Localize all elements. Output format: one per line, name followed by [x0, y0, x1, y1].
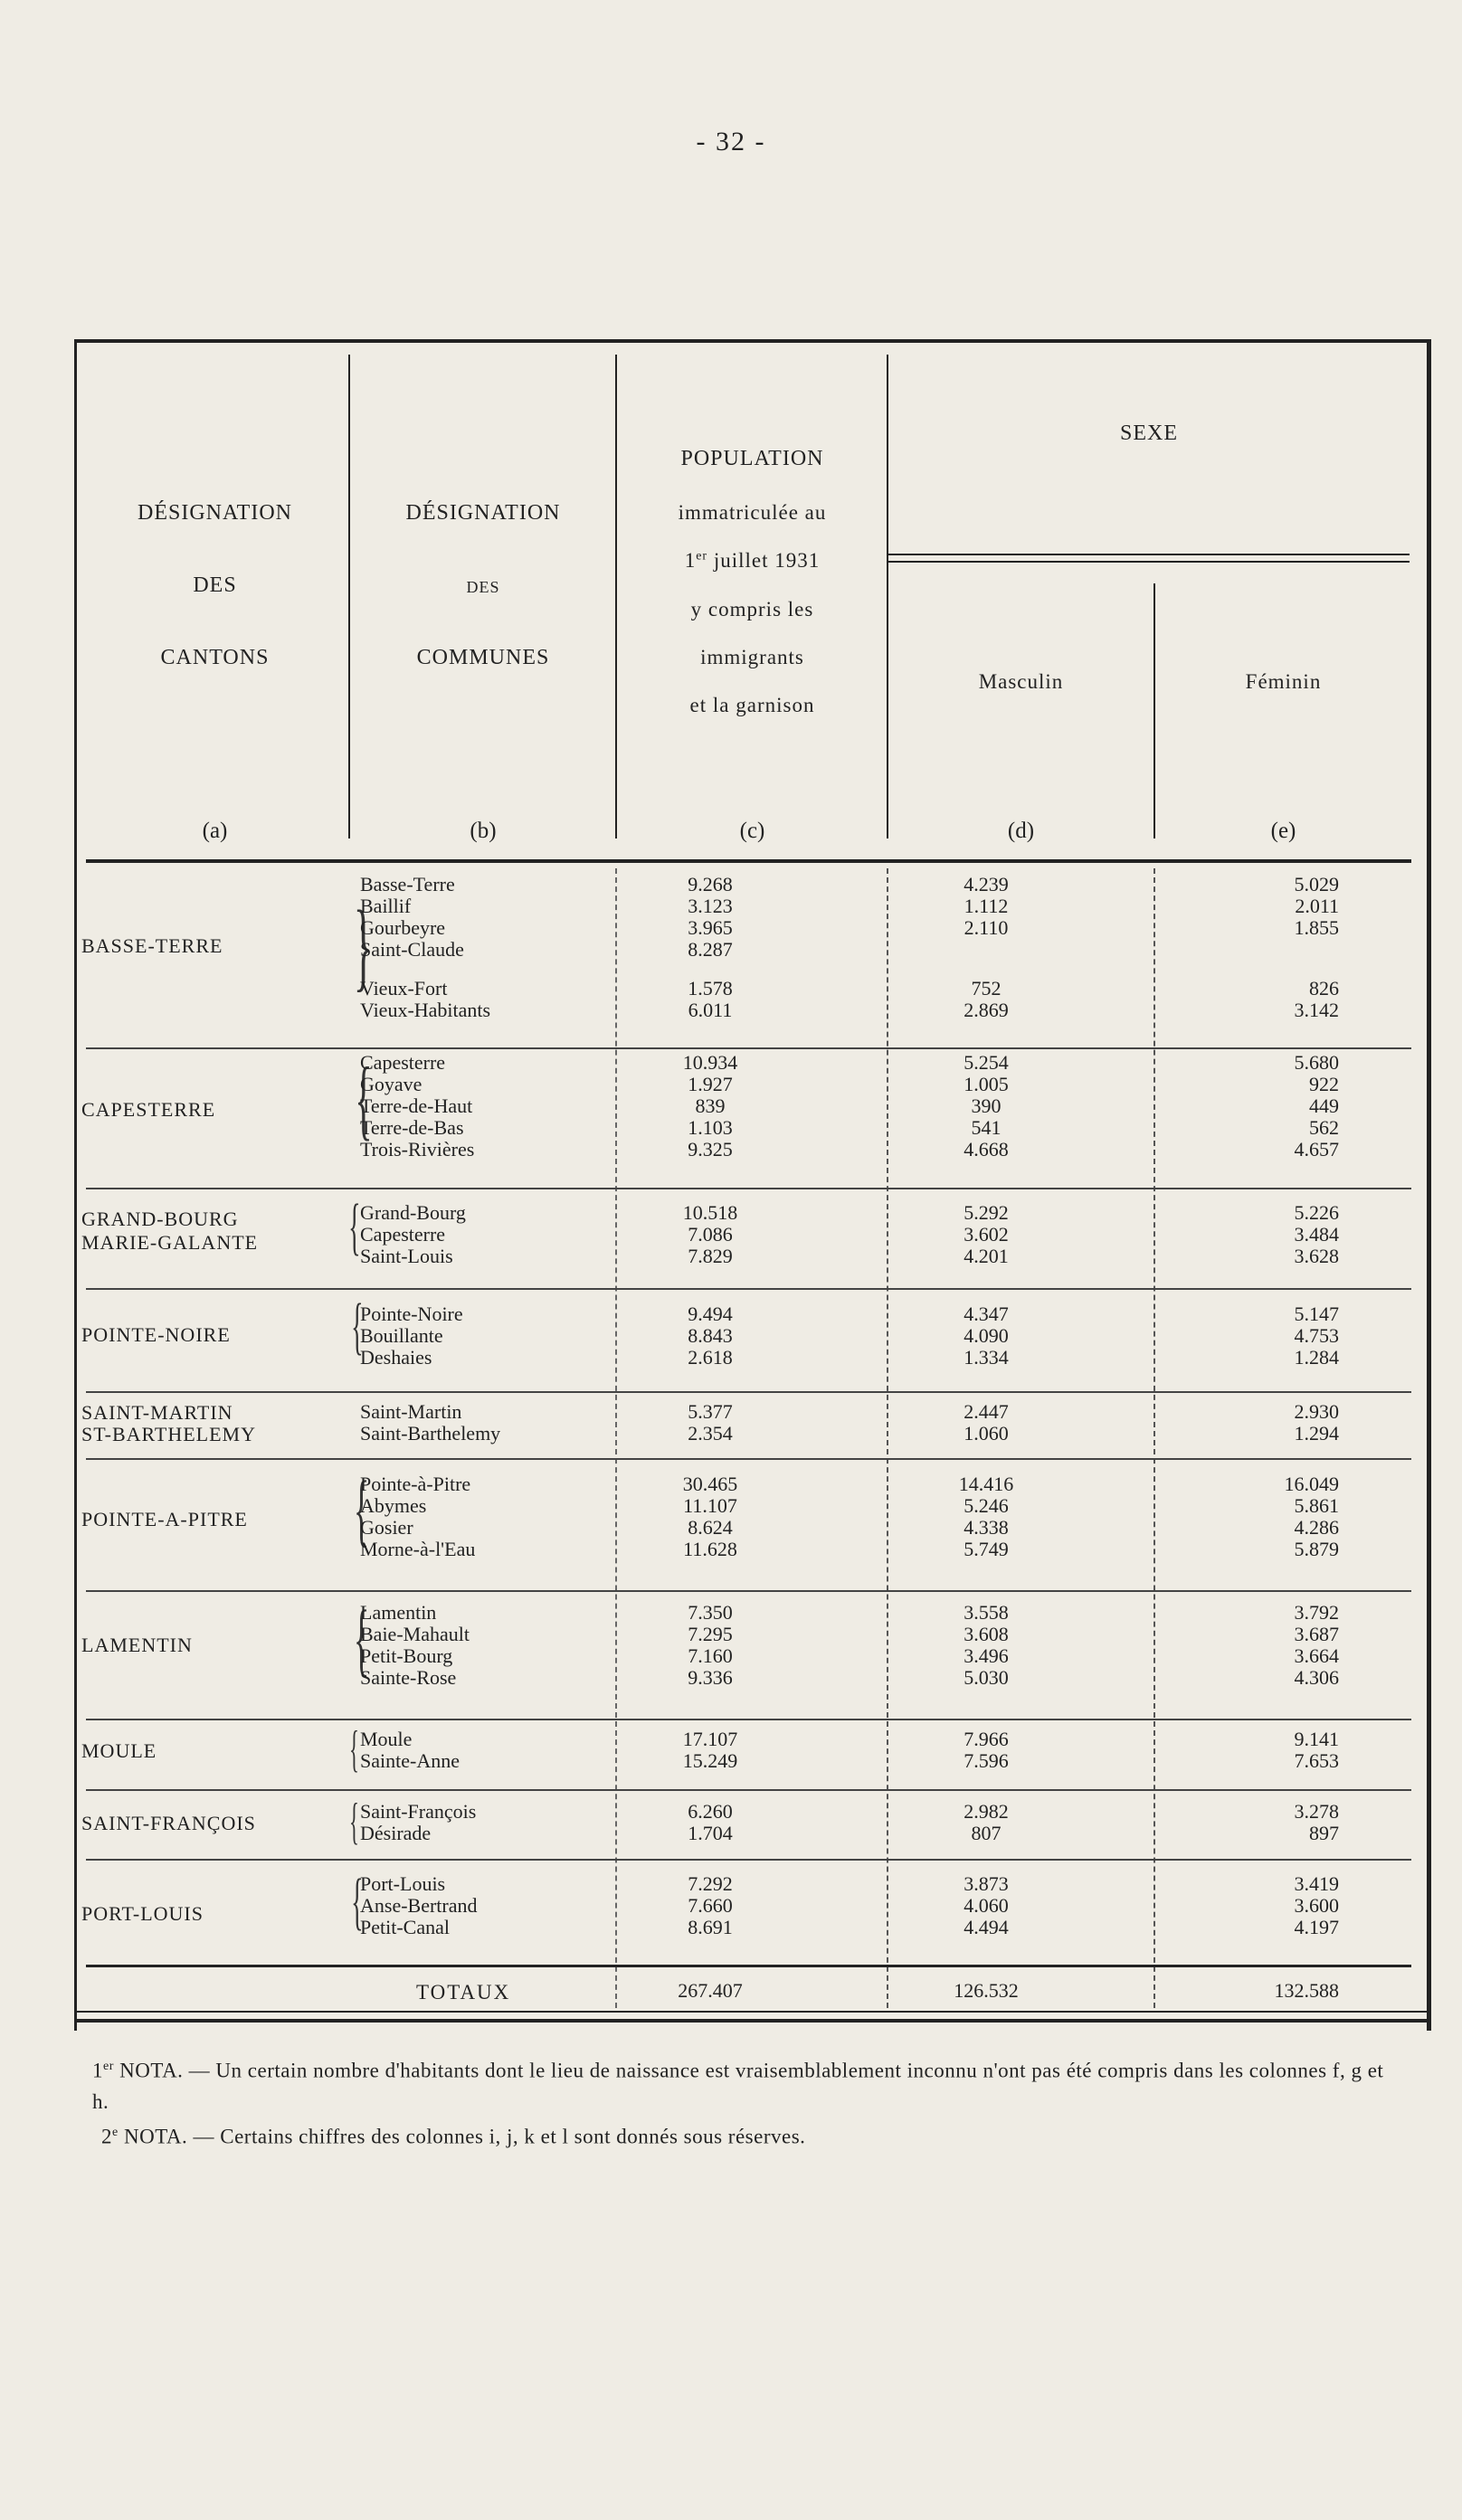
header-population-line3: [618, 550, 887, 571]
group-separator: [86, 1719, 1411, 1720]
sexe-divider-rule: [888, 554, 1410, 555]
canton-name-line2: ST-BARTHELEMY: [81, 1423, 256, 1445]
population-value: 9.325: [688, 1138, 733, 1161]
feminin-value: 3.142: [1294, 999, 1339, 1021]
commune-name: Vieux-Habitants: [360, 999, 491, 1021]
population-value: 8.691: [688, 1916, 733, 1938]
brace-icon: {: [353, 1465, 370, 1555]
group-separator: [86, 1391, 1411, 1393]
body-column-divider: [887, 868, 888, 2008]
group-separator: [86, 1188, 1411, 1189]
masculin-value: 541: [971, 1116, 1002, 1139]
masculin-value: 1.005: [964, 1073, 1009, 1095]
commune-name: Deshaies: [360, 1346, 432, 1369]
canton-name: SAINT-FRANÇOIS: [81, 1812, 256, 1834]
feminin-value: 3.484: [1294, 1223, 1339, 1246]
commune-name: Saint-Louis: [360, 1245, 453, 1267]
masculin-value: 4.090: [964, 1324, 1009, 1347]
population-value: 1.927: [688, 1073, 733, 1095]
column-divider: [348, 355, 350, 838]
masculin-value: 4.338: [964, 1516, 1009, 1539]
commune-name: Grand-Bourg: [360, 1201, 466, 1224]
header-population-line1: POPULATION: [680, 447, 824, 470]
commune-name: Lamentin: [360, 1601, 437, 1624]
brace-icon: {: [348, 1192, 361, 1262]
totals-separator: [86, 1965, 1411, 1967]
totals-label: TOTAUX: [416, 1981, 511, 2004]
column-divider: [615, 355, 617, 838]
header-population-line4: y compris les: [690, 598, 814, 621]
table-bottom-rule: [74, 2011, 1431, 2013]
footnote-2: [74, 2117, 1404, 2153]
totals-masculin: 126.532: [954, 1979, 1019, 2002]
masculin-value: 1.334: [964, 1346, 1009, 1369]
group-separator: [86, 1859, 1411, 1861]
header-commune-line1: DÉSIGNATION: [405, 501, 561, 525]
commune-name: Port-Louis: [360, 1872, 446, 1895]
brace-icon: {: [349, 1794, 359, 1850]
commune-name: Bouillante: [360, 1324, 443, 1347]
population-value: 2.618: [688, 1346, 733, 1369]
feminin-value: 922: [1309, 1073, 1339, 1095]
canton-name: BASSE-TERRE: [81, 934, 223, 957]
canton-name: CAPESTERRE: [81, 1098, 216, 1121]
masculin-value: 5.254: [964, 1051, 1009, 1074]
header-population-line2: immatriculée au: [678, 501, 827, 524]
sexe-divider-rule: [888, 561, 1410, 563]
brace-icon: {: [351, 1867, 364, 1937]
masculin-value: 7.966: [964, 1728, 1009, 1750]
canton-name: GRAND-BOURG: [81, 1208, 239, 1230]
feminin-value: 5.029: [1294, 873, 1339, 895]
masculin-value: 3.602: [964, 1223, 1009, 1246]
population-value: 3.965: [688, 916, 733, 939]
header-masculin-letter: (d): [1007, 819, 1035, 843]
group-separator: [86, 1789, 1411, 1791]
masculin-value: 5.292: [964, 1201, 1009, 1224]
commune-name: Petit-Canal: [360, 1916, 450, 1938]
masculin-value: 3.496: [964, 1644, 1009, 1667]
feminin-value: 5.879: [1294, 1538, 1339, 1560]
population-value: 8.287: [688, 938, 733, 961]
feminin-value: 3.687: [1294, 1623, 1339, 1645]
population-value: 6.260: [688, 1800, 733, 1823]
population-value: 15.249: [682, 1749, 738, 1772]
population-value: 30.465: [682, 1473, 738, 1495]
footnote-2-number: 2: [101, 2125, 112, 2148]
header-population-line3-day: 1: [684, 549, 697, 572]
feminin-value: 3.628: [1294, 1245, 1339, 1267]
masculin-value: 3.873: [964, 1872, 1009, 1895]
header-bottom-rule: [86, 859, 1411, 863]
footnotes: [74, 2051, 1404, 2152]
feminin-value: 5.226: [1294, 1201, 1339, 1224]
masculin-value: 390: [971, 1094, 1002, 1117]
commune-name: Terre-de-Haut: [360, 1094, 473, 1117]
canton-name-line2: MARIE-GALANTE: [81, 1231, 259, 1254]
population-value: 8.624: [688, 1516, 733, 1539]
population-value: 1.704: [688, 1822, 733, 1844]
feminin-value: 3.792: [1294, 1601, 1339, 1624]
feminin-value: 4.286: [1294, 1516, 1339, 1539]
commune-name: Capesterre: [360, 1223, 446, 1246]
feminin-value: 1.294: [1294, 1422, 1339, 1445]
population-value: 6.011: [688, 999, 733, 1021]
header-canton-line1: DÉSIGNATION: [138, 501, 292, 525]
commune-name: Goyave: [360, 1073, 422, 1095]
group-separator: [86, 1288, 1411, 1290]
feminin-value: 4.306: [1294, 1666, 1339, 1689]
commune-name: Petit-Bourg: [360, 1644, 453, 1667]
feminin-value: 3.278: [1294, 1800, 1339, 1823]
group-separator: [86, 1458, 1411, 1460]
population-value: 2.354: [688, 1422, 733, 1445]
masculin-value: 2.982: [964, 1800, 1009, 1823]
commune-name: Moule: [360, 1728, 413, 1750]
totals-feminin: 132.588: [1274, 1979, 1339, 2002]
header-canton-letter: (a): [202, 819, 228, 843]
commune-name: Capesterre: [360, 1051, 446, 1074]
population-value: 7.350: [688, 1601, 733, 1624]
masculin-value: 1.112: [964, 895, 1009, 917]
masculin-value: 4.494: [964, 1916, 1009, 1938]
feminin-value: 9.141: [1294, 1728, 1339, 1750]
canton-name: LAMENTIN: [81, 1634, 193, 1656]
feminin-value: 2.011: [1295, 895, 1339, 917]
body-column-divider: [615, 868, 617, 2008]
header-sexe: SEXE: [1120, 422, 1178, 445]
footnote-1-number: 1: [92, 2059, 103, 2082]
page-number: - 32 -: [696, 127, 766, 156]
commune-name: Abymes: [360, 1494, 427, 1517]
population-value: 7.295: [688, 1623, 733, 1645]
feminin-value: 7.653: [1294, 1749, 1339, 1772]
brace-icon: {: [353, 1595, 370, 1684]
column-divider: [1153, 583, 1155, 838]
header-population-line3-sup: er: [696, 549, 708, 564]
footnote-2-sup: e: [112, 2125, 119, 2139]
header-population-line3-month: juillet 1931: [707, 549, 821, 572]
commune-name: Vieux-Fort: [360, 977, 448, 999]
feminin-value: 1.284: [1294, 1346, 1339, 1369]
brace-icon: {: [349, 1721, 359, 1777]
feminin-value: 5.680: [1294, 1051, 1339, 1074]
commune-name: Désirade: [360, 1822, 432, 1844]
header-masculin: Masculin: [978, 670, 1064, 693]
feminin-value: 5.147: [1294, 1303, 1339, 1325]
header-population-letter: (c): [739, 819, 765, 843]
canton-name: POINTE-NOIRE: [81, 1323, 231, 1346]
totals-population: 267.407: [678, 1979, 743, 2002]
masculin-value: 4.239: [964, 873, 1009, 895]
masculin-value: 7.596: [964, 1749, 1009, 1772]
masculin-value: 2.447: [964, 1400, 1009, 1423]
feminin-value: 562: [1309, 1116, 1339, 1139]
masculin-value: 4.201: [964, 1245, 1009, 1267]
feminin-value: 3.419: [1294, 1872, 1339, 1895]
masculin-value: 807: [971, 1822, 1002, 1844]
feminin-value: 449: [1309, 1094, 1339, 1117]
population-value: 11.628: [683, 1538, 737, 1560]
population-value: 839: [695, 1094, 726, 1117]
feminin-value: 4.657: [1294, 1138, 1339, 1161]
masculin-value: 3.558: [964, 1601, 1009, 1624]
population-value: 7.292: [688, 1872, 733, 1895]
population-value: 7.086: [688, 1223, 733, 1246]
population-value: 7.660: [688, 1894, 733, 1917]
header-commune-line3: COMMUNES: [416, 646, 550, 669]
commune-name: Saint-Martin: [360, 1400, 462, 1423]
body-column-divider: [1153, 868, 1155, 2008]
feminin-value: 3.664: [1294, 1644, 1339, 1667]
canton-name: SAINT-MARTIN: [81, 1401, 233, 1424]
group-separator: [86, 1047, 1411, 1049]
commune-name: Pointe-à-Pitre: [360, 1473, 471, 1495]
population-value: 5.377: [688, 1400, 733, 1423]
feminin-value: 4.197: [1294, 1916, 1339, 1938]
population-value: 1.103: [688, 1116, 733, 1139]
footnote-1-sup: er: [103, 2060, 114, 2073]
feminin-value: 897: [1309, 1822, 1339, 1844]
header-feminin-letter: (e): [1270, 819, 1296, 843]
commune-name: Morne-à-l'Eau: [360, 1538, 476, 1560]
masculin-value: 2.869: [964, 999, 1009, 1021]
commune-name: Saint-Barthelemy: [360, 1422, 501, 1445]
population-value: 11.107: [683, 1494, 737, 1517]
commune-name: Anse-Bertrand: [360, 1894, 478, 1917]
masculin-value: 5.030: [964, 1666, 1009, 1689]
commune-name: Gosier: [360, 1516, 413, 1539]
masculin-value: 752: [971, 977, 1002, 999]
masculin-value: 1.060: [964, 1422, 1009, 1445]
population-value: 10.518: [682, 1201, 738, 1224]
commune-name: Sainte-Rose: [360, 1666, 457, 1689]
brace-icon: {: [351, 1292, 364, 1361]
commune-name: Trois-Rivières: [360, 1138, 475, 1161]
feminin-value: 826: [1309, 977, 1339, 999]
commune-name: Pointe-Noire: [360, 1303, 463, 1325]
header-commune-line2: DES: [466, 578, 500, 596]
population-value: 3.123: [688, 895, 733, 917]
population-value: 9.336: [688, 1666, 733, 1689]
population-value: 9.268: [688, 873, 733, 895]
masculin-value: 14.416: [958, 1473, 1014, 1495]
commune-name: Basse-Terre: [360, 873, 455, 895]
header-canton-line3: CANTONS: [160, 646, 270, 669]
header-population-line5: immigrants: [700, 646, 804, 668]
commune-name: Baillif: [360, 895, 412, 917]
population-value: 7.829: [688, 1245, 733, 1267]
population-value: 10.934: [682, 1051, 738, 1074]
population-value: 9.494: [688, 1303, 733, 1325]
commune-name: Saint-Claude: [360, 938, 464, 961]
canton-name: POINTE-A-PITRE: [81, 1508, 248, 1530]
footnote-1-text: NOTA. — Un certain nombre d'habitants dont le lieu de naissance est vraisemblablement inconnu n'ont pas été compris dans les colonnes f, g et h.: [92, 2059, 1384, 2113]
header-canton-line2: DES: [193, 573, 237, 597]
header-commune-letter: (b): [470, 819, 497, 843]
table-bottom-rule: [74, 2019, 1431, 2023]
masculin-value: 3.608: [964, 1623, 1009, 1645]
header-population-line6: et la garnison: [689, 694, 815, 716]
feminin-value: 2.930: [1294, 1400, 1339, 1423]
commune-name: Terre-de-Bas: [360, 1116, 464, 1139]
masculin-value: 5.749: [964, 1538, 1009, 1560]
canton-name: MOULE: [81, 1739, 157, 1762]
population-value: 8.843: [688, 1324, 733, 1347]
feminin-value: 3.600: [1294, 1894, 1339, 1917]
footnote-1: [74, 2051, 1404, 2117]
feminin-value: 5.861: [1294, 1494, 1339, 1517]
commune-name: Saint-François: [360, 1800, 477, 1823]
population-value: 17.107: [682, 1728, 738, 1750]
feminin-value: 1.855: [1294, 916, 1339, 939]
feminin-value: 16.049: [1284, 1473, 1339, 1495]
masculin-value: 2.110: [964, 916, 1009, 939]
masculin-value: 4.347: [964, 1303, 1009, 1325]
masculin-value: 5.246: [964, 1494, 1009, 1517]
masculin-value: 4.668: [964, 1138, 1009, 1161]
brace-icon: {: [355, 1048, 373, 1149]
header-feminin: Féminin: [1245, 670, 1322, 693]
masculin-value: 4.060: [964, 1894, 1009, 1917]
brace-icon: }: [353, 890, 373, 1000]
commune-name: Sainte-Anne: [360, 1749, 460, 1772]
group-separator: [86, 1590, 1411, 1592]
footnote-2-text: NOTA. — Certains chiffres des colonnes i, j, k et l sont donnés sous réserves.: [118, 2125, 806, 2148]
population-value: 1.578: [688, 977, 733, 999]
population-value: 7.160: [688, 1644, 733, 1667]
canton-name: PORT-LOUIS: [81, 1902, 204, 1925]
commune-name: Gourbeyre: [360, 916, 446, 939]
feminin-value: 4.753: [1294, 1324, 1339, 1347]
commune-name: Baie-Mahault: [360, 1623, 470, 1645]
